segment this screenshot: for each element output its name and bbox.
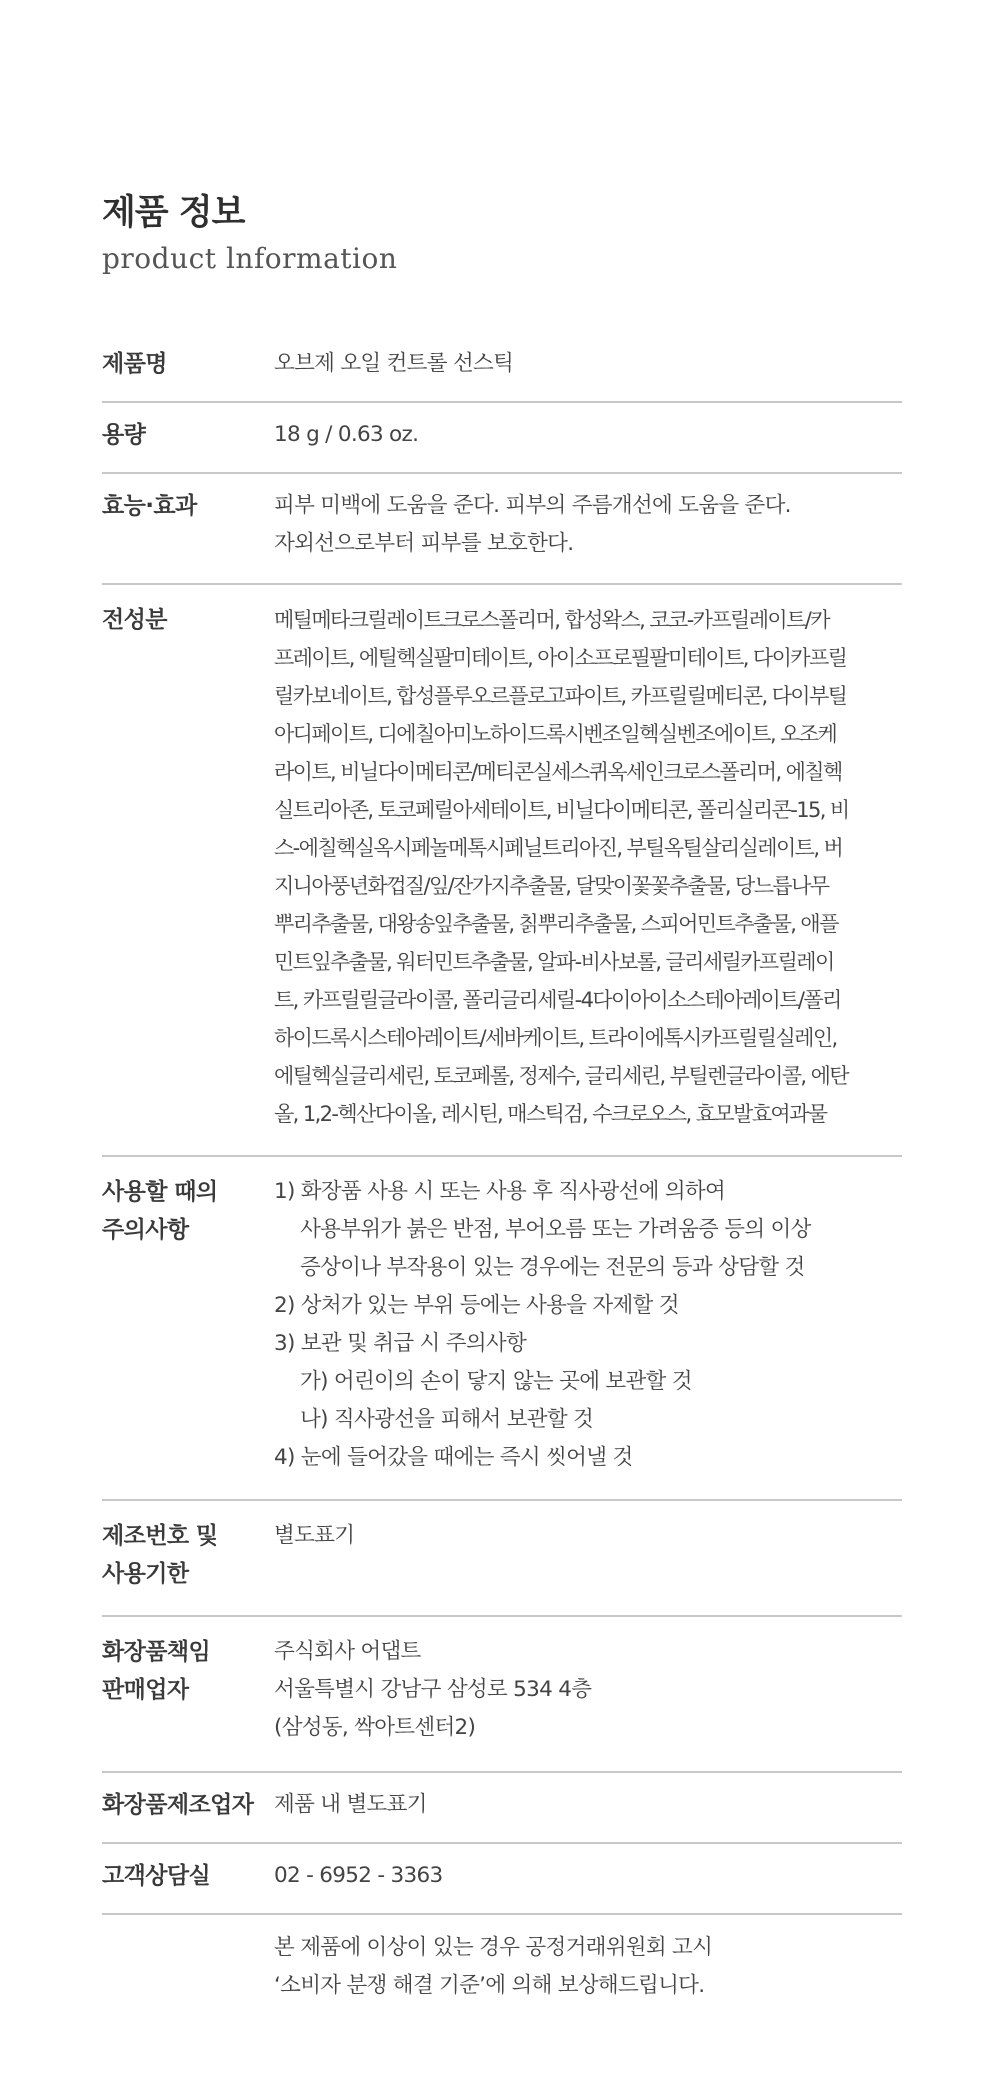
row-value: 제품 내 별도표기 bbox=[274, 1792, 427, 1817]
row-label: 용량 bbox=[102, 422, 146, 448]
caution-line: 사용부위가 붉은 반점, 부어오름 또는 가려움증 등의 이상 bbox=[300, 1217, 811, 1242]
ingredients-line: 메틸메타크릴레이트크로스폴리머, 합성왁스, 코코-카프릴레이트/카 bbox=[274, 608, 829, 632]
row-label bbox=[102, 1633, 274, 1747]
efficacy-line: 자외선으로부터 피부를 보호한다. bbox=[274, 531, 574, 556]
row-label-line: 판매업자 bbox=[102, 1677, 189, 1703]
row-efficacy bbox=[102, 474, 902, 585]
notice-text bbox=[274, 1929, 902, 2005]
ingredients-line: 릴카보네이트, 합성플루오르플로고파이트, 카프릴릴메티콘, 다이부틸 bbox=[274, 684, 847, 708]
ingredients-line: 트, 카프릴릴글라이콜, 폴리글리세릴-4다이아이소스테아레이트/폴리 bbox=[274, 988, 841, 1012]
row-label: 효능·효과 bbox=[102, 493, 197, 519]
notice-line: 본 제품에 이상이 있는 경우 공정거래위원회 고시 bbox=[274, 1935, 713, 1960]
caution-line: 1) 화장품 사용 시 또는 사용 후 직사광선에 의하여 bbox=[274, 1179, 726, 1204]
row-label-line: 사용할 때의 bbox=[102, 1179, 218, 1205]
support-phone: 02 - 6952 - 3363 bbox=[274, 1863, 443, 1888]
row-value: 18 g / 0.63 oz. bbox=[274, 422, 419, 447]
row-notice bbox=[102, 1915, 902, 2023]
row-label bbox=[102, 1517, 274, 1593]
ingredients-line: 지니아풍년화껍질/잎/잔가지추출물, 달맞이꽃꽃추출물, 당느릅나무 bbox=[274, 874, 829, 898]
row-ingredients bbox=[102, 585, 902, 1157]
ingredients-line: 스-에칠헥실옥시페놀메톡시페닐트리아진, 부틸옥틸살리실레이트, 버 bbox=[274, 836, 843, 860]
efficacy-line: 피부 미백에 도움을 준다. 피부의 주름개선에 도움을 준다. bbox=[274, 493, 791, 518]
caution-line: 나) 직사광선을 피해서 보관할 것 bbox=[300, 1407, 594, 1432]
row-value bbox=[274, 1633, 902, 1747]
ingredients-line: 올, 1,2-헥산다이올, 레시틴, 매스틱검, 수크로오스, 효모발효여과물 bbox=[274, 1102, 827, 1126]
section-subtitle: product lnformation bbox=[102, 242, 398, 275]
row-label-empty bbox=[102, 1929, 274, 2005]
row-label-line: 사용기한 bbox=[102, 1561, 189, 1587]
ingredients-line: 프레이트, 에틸헥실팔미테이트, 아이소프로필팔미테이트, 다이카프릴 bbox=[274, 646, 847, 670]
product-info-section bbox=[102, 190, 902, 2023]
caution-line: 가) 어린이의 손이 닿지 않는 곳에 보관할 것 bbox=[300, 1369, 692, 1394]
row-customer-support bbox=[102, 1844, 902, 1915]
caution-list bbox=[274, 1173, 902, 1477]
row-volume bbox=[102, 403, 902, 474]
caution-line: 2) 상처가 있는 부위 등에는 사용을 자제할 것 bbox=[274, 1293, 679, 1318]
row-label-line: 제조번호 및 bbox=[102, 1523, 218, 1549]
product-info-table bbox=[102, 332, 902, 2023]
notice-line: ‘소비자 분쟁 해결 기준’에 의해 보상해드립니다. bbox=[274, 1973, 705, 1998]
row-value: 별도표기 bbox=[274, 1523, 355, 1548]
row-product-name bbox=[102, 332, 902, 403]
caution-line: 3) 보관 및 취급 시 주의사항 bbox=[274, 1331, 527, 1356]
ingredients-list bbox=[274, 601, 902, 1133]
row-value: 오브제 오일 컨트롤 선스틱 bbox=[274, 351, 514, 376]
row-label-line: 주의사항 bbox=[102, 1217, 189, 1243]
caution-line: 4) 눈에 들어갔을 때에는 즉시 씻어낼 것 bbox=[274, 1445, 633, 1470]
seller-line: 서울특별시 강남구 삼성로 534 4층 bbox=[274, 1677, 592, 1702]
row-label: 고객상담실 bbox=[102, 1863, 211, 1889]
row-seller bbox=[102, 1617, 902, 1773]
seller-line: (삼성동, 싹아트센터2) bbox=[274, 1715, 476, 1740]
ingredients-line: 아디페이트, 디에칠아미노하이드록시벤조일헥실벤조에이트, 오조케 bbox=[274, 722, 837, 746]
row-label bbox=[102, 1173, 274, 1477]
ingredients-line: 민트잎추출물, 워터민트추출물, 알파-비사보롤, 글리세릴카프릴레이 bbox=[274, 950, 834, 974]
row-lot-expiry bbox=[102, 1501, 902, 1617]
row-label-line: 화장품책임 bbox=[102, 1639, 211, 1665]
row-manufacturer bbox=[102, 1773, 902, 1844]
ingredients-line: 라이트, 비닐다이메티콘/메티콘실세스퀴옥세인크로스폴리머, 에칠헥 bbox=[274, 760, 842, 784]
ingredients-line: 에틸헥실글리세린, 토코페롤, 정제수, 글리세린, 부틸렌글라이콜, 에탄 bbox=[274, 1064, 848, 1088]
ingredients-line: 하이드록시스테아레이트/세바케이트, 트라이에톡시카프릴릴실레인, bbox=[274, 1026, 837, 1050]
ingredients-line: 뿌리추출물, 대왕송잎추출물, 칡뿌리추출물, 스피어민트추출물, 애플 bbox=[274, 912, 838, 936]
caution-line: 증상이나 부작용이 있는 경우에는 전문의 등과 상담할 것 bbox=[300, 1255, 805, 1280]
row-label: 전성분 bbox=[102, 607, 167, 633]
row-label: 제품명 bbox=[102, 351, 167, 377]
row-label: 화장품제조업자 bbox=[102, 1792, 254, 1818]
section-title: 제품 정보 bbox=[102, 193, 245, 233]
row-caution bbox=[102, 1157, 902, 1501]
row-value bbox=[274, 487, 902, 563]
seller-line: 주식회사 어댑트 bbox=[274, 1639, 421, 1664]
ingredients-line: 실트리아존, 토코페릴아세테이트, 비닐다이메티콘, 폴리실리콘-15, 비 bbox=[274, 798, 849, 822]
